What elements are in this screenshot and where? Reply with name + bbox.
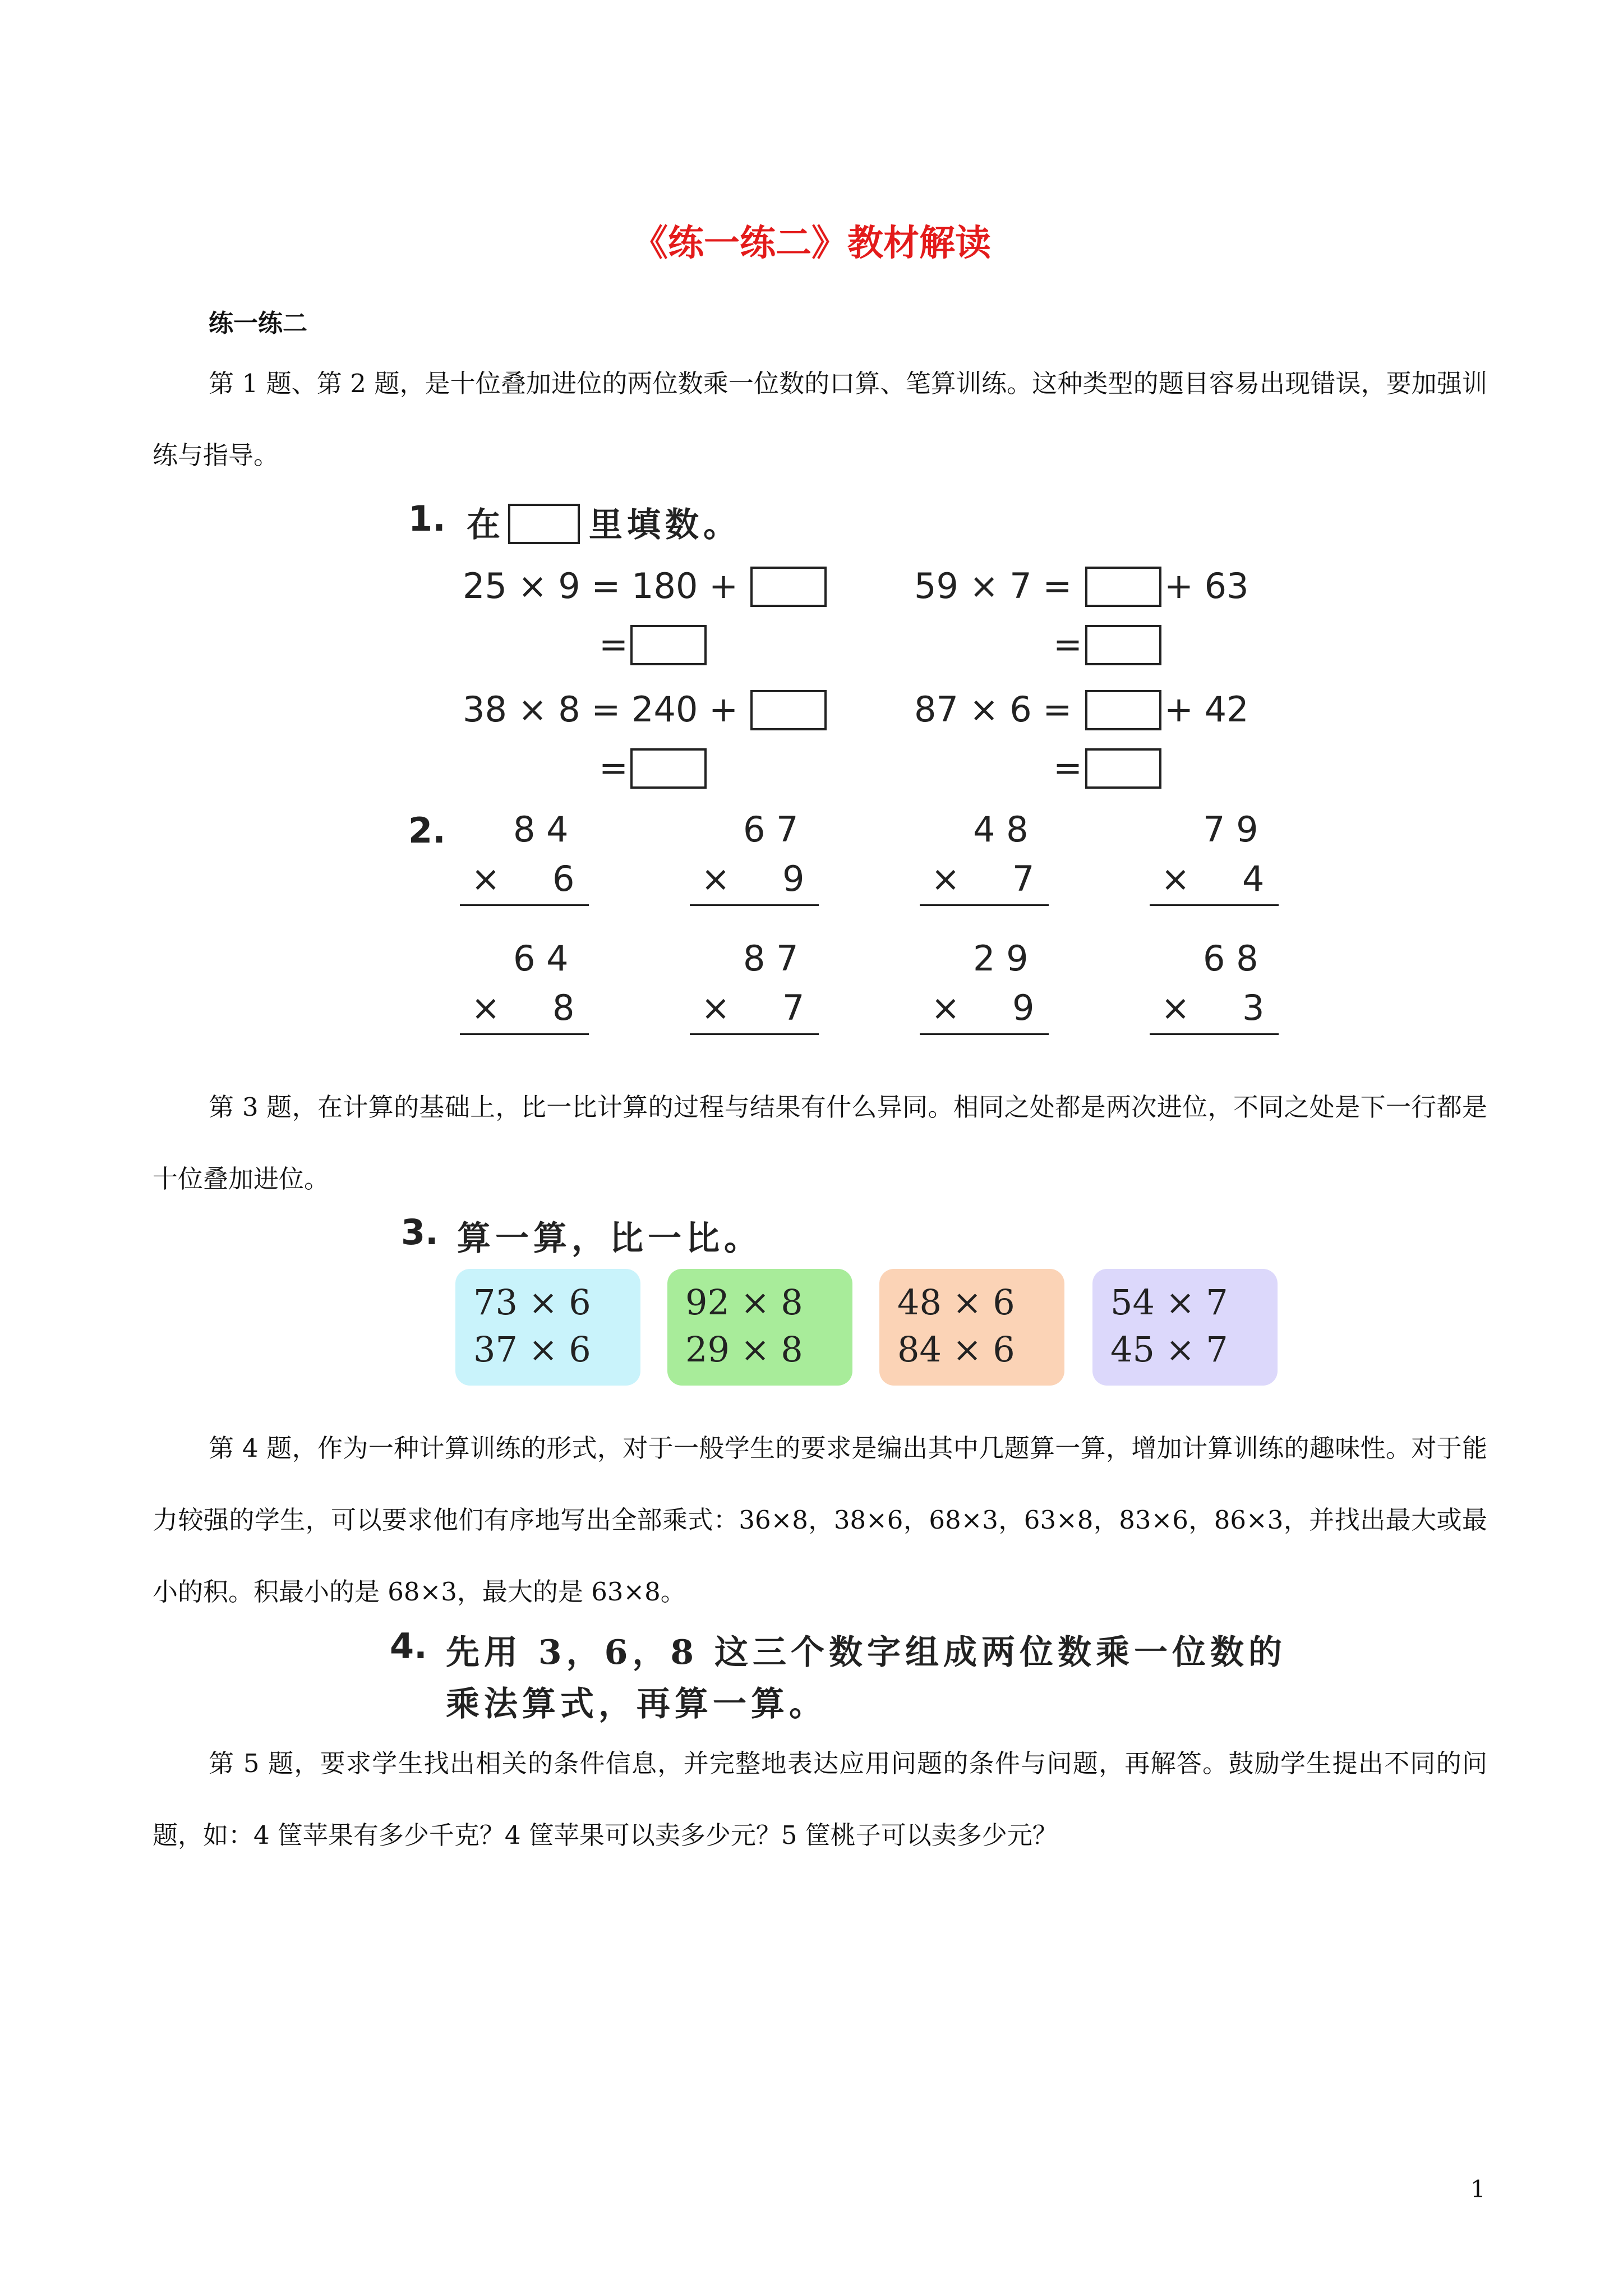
- problem-bottom: 4: [1242, 858, 1265, 899]
- equation-b2-tail: + 42: [1164, 689, 1249, 730]
- card-line-2: 45 × 7: [1110, 1329, 1228, 1370]
- problem-top: 6 7: [743, 809, 799, 850]
- exercise-4-line-1: 先用 3，6，8 这三个数字组成两位数乘一位数的: [446, 1633, 1287, 1672]
- card-line-1: 73 × 6: [473, 1282, 591, 1323]
- equation-b2: 87 × 6 =: [914, 689, 1072, 730]
- equation-b1: 38 × 8 = 240 +: [463, 689, 739, 730]
- card-line-2: 29 × 8: [685, 1329, 803, 1370]
- problem-bottom: 3: [1242, 987, 1265, 1028]
- section-label: 练一练二: [209, 309, 307, 338]
- card-line-1: 48 × 6: [897, 1282, 1015, 1323]
- problem-top: 7 9: [1203, 809, 1258, 850]
- problem-top: 2 9: [973, 938, 1029, 979]
- page-number: 1: [1470, 2175, 1486, 2203]
- equation-a1: 25 × 9 = 180 +: [463, 565, 739, 606]
- equals-sign: =: [599, 747, 628, 788]
- exercise-4-number: 4.: [390, 1626, 427, 1667]
- times-sign: ×: [1161, 858, 1190, 899]
- times-sign: ×: [1161, 987, 1190, 1028]
- exercise-2-number: 2.: [408, 810, 446, 851]
- equals-sign: =: [1053, 747, 1082, 788]
- paragraph-1: 第 1 题、第 2 题，是十位叠加进位的两位数乘一位数的口算、笔算训练。这种类型的题目容易出现错误，要加强训练与指导。: [153, 369, 1487, 470]
- paragraph-3: 第 4 题，作为一种计算训练的形式，对于一般学生的要求是编出其中几题算一算，增加计算训练的趣味性。对于能力较强的学生，可以要求他们有序地写出全部乘式：36×8，38×6，68×3，63×8，83×6，86×3，并找出最大或最小的积。积最小的是 68×3，最大的是 63×8。: [153, 1433, 1487, 1607]
- times-sign: ×: [471, 858, 500, 899]
- problem-bottom: 6: [552, 858, 575, 899]
- paragraph-2: 第 3 题，在计算的基础上，比一比计算的过程与结果有什么异同。相同之处都是两次进位，不同之处是下一行都是十位叠加进位。: [153, 1092, 1487, 1194]
- card-line-1: 92 × 8: [685, 1282, 803, 1323]
- problem-bottom: 7: [1012, 858, 1035, 899]
- problem-bottom: 9: [1012, 987, 1035, 1028]
- problem-bottom: 7: [782, 987, 805, 1028]
- problem-top: 4 8: [973, 809, 1029, 850]
- times-sign: ×: [931, 858, 960, 899]
- problem-top: 8 7: [743, 938, 799, 979]
- card-line-2: 84 × 6: [897, 1329, 1015, 1370]
- exercise-3-prompt: 算一算，比一比。: [457, 1219, 762, 1258]
- problem-bottom: 9: [782, 858, 805, 899]
- equals-sign: =: [1053, 624, 1082, 665]
- equation-a2: 59 × 7 =: [914, 565, 1072, 606]
- times-sign: ×: [931, 987, 960, 1028]
- times-sign: ×: [701, 858, 730, 899]
- problem-top: 6 4: [513, 938, 569, 979]
- page-title: 《练一练二》教材解读: [632, 222, 991, 264]
- problem-top: 6 8: [1203, 938, 1258, 979]
- exercise-1-prompt-start: 在: [467, 505, 505, 545]
- problem-top: 8 4: [513, 809, 569, 850]
- times-sign: ×: [471, 987, 500, 1028]
- card-line-2: 37 × 6: [473, 1329, 591, 1370]
- equation-a2-tail: + 63: [1164, 565, 1249, 606]
- exercise-4-line-2: 乘法算式，再算一算。: [446, 1685, 827, 1724]
- paragraph-4: 第 5 题，要求学生找出相关的条件信息，并完整地表达应用问题的条件与问题，再解答。鼓励学生提出不同的问题，如：4 筐苹果有多少千克？4 筐苹果可以卖多少元？5 筐桃子可以卖多少元？: [153, 1749, 1487, 1850]
- exercise-3-number: 3.: [401, 1212, 439, 1253]
- exercise-1-number: 1.: [408, 498, 446, 539]
- equals-sign: =: [599, 624, 628, 665]
- times-sign: ×: [701, 987, 730, 1028]
- card-line-1: 54 × 7: [1110, 1282, 1228, 1323]
- exercise-1-prompt-end: 里填数。: [589, 505, 741, 545]
- problem-bottom: 8: [552, 987, 575, 1028]
